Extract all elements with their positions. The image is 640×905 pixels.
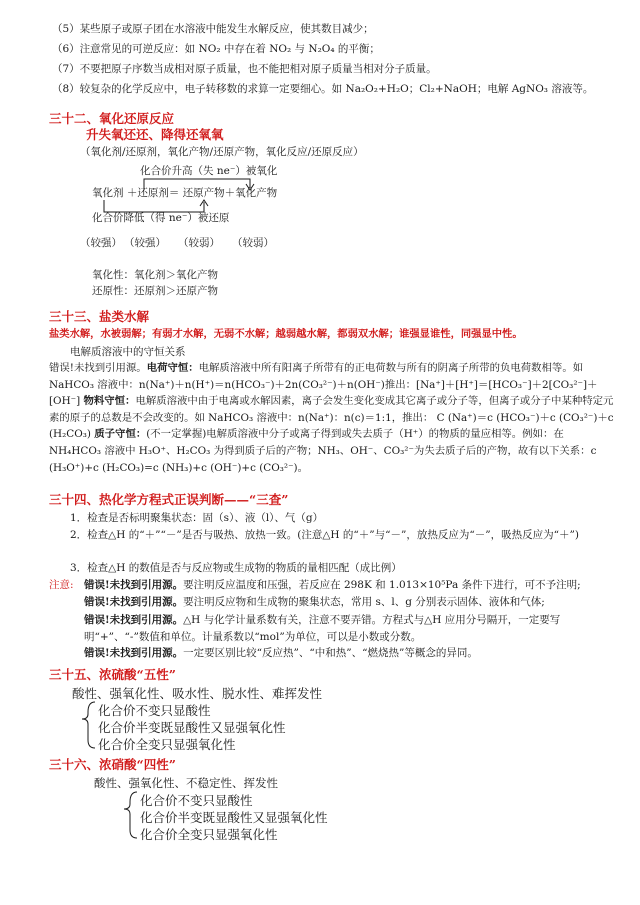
note-3-text: △H 与化学计量系数有关，注意不要弄错。方程式与△H 应用分号隔开，一定要写明“+”、“-”数值和单位。计量系数以“mol”为单位，可以是小数或分数。: [84, 614, 561, 643]
note-1-text: 要注明反应温度和压强，若反应在 298K 和 1.013×10⁵Pa 条件下进行，可不予注明;: [183, 579, 581, 591]
sulfuric-properties: 酸性、强氧化性、吸水性、脱水性、难挥发性: [72, 686, 323, 701]
strength-2: （较强）: [124, 237, 166, 249]
note-4: [84, 646, 478, 660]
check-2: 2．检查△H 的“＋”“－”是否与吸热、放热一致。(注意△H 的“＋”与“－”，放热反应为“－”，吸热反应为“＋”): [70, 529, 579, 541]
reduction-label: 化合价降低（得 ne⁻）被还原: [92, 212, 230, 224]
check-1: 1．检查是否标明聚集状态：固（s）、液（l）、气（g）: [70, 512, 324, 524]
oxidizing-rule: 氧化性：氧化剂＞氧化产物: [92, 269, 218, 281]
conservation-heading: 电解质溶液中的守恒关系: [70, 346, 186, 358]
nitric-brace: [124, 792, 137, 838]
note-3: [84, 612, 619, 645]
note-2: [84, 595, 545, 609]
note-2-text: 要注明反应物和生成物的聚集状态，常用 s、l、g 分别表示固体、液体和气体;: [183, 596, 545, 608]
charge-conservation-text: 电解质溶液中所有阳离子所带有的正电荷数与所有的阴离子所带的负电荷数相等。如 NaHCO₃ 溶液中：n(Na⁺)＋n(H⁺)＝n(HCO₃⁻)＋2n(CO₃²⁻)＋n(OH⁻)推出：[Na⁺]＋[H⁺]＝[HCO₃⁻]＋2[CO₃²⁻]＋[OH⁻]: [49, 362, 598, 408]
proton-conservation-label: 质子守恒：: [94, 428, 147, 441]
note-label: 注意:: [49, 579, 74, 591]
note-1: [84, 578, 581, 592]
conservation-paragraph: [49, 360, 617, 476]
reduction-arrowhead: [200, 200, 208, 206]
section-32-note: （氧化剂/还原剂，氧化产物/还原产物，氧化反应/还原反应）: [80, 146, 364, 158]
sulfuric-brace: [82, 702, 95, 748]
item-8: （8）较复杂的化学反应中，电子转移数的求算一定要细心。如 Na₂O₂+H₂O；Cl₂+NaOH；电解 AgNO₃ 溶液等。: [52, 83, 594, 95]
note-4-text: 一定要区别比较“反应热”、“中和热”、“燃烧热”等概念的异同。: [183, 647, 478, 659]
nitric-properties: 酸性、强氧化性、不稳定性、挥发性: [94, 776, 278, 790]
sulfuric-case-2: 化合价半变既显酸性又显强氧化性: [98, 720, 286, 735]
material-conservation-text: 电解质溶液中由于电离或水解因素，离子会发生变化变成其它离子或分子等，但离子或分子中某种特定元素的原子的总数是不会改变的。如 NaHCO₃ 溶液中：n(Na⁺)：n(c)＝1:1，推出： C (Na⁺)＝c (HCO₃⁻)＋c (CO₃²⁻)＋c (H₂CO₃): [49, 395, 614, 441]
note-1-lead: 错误!未找到引用源。: [84, 579, 184, 591]
sulfuric-case-3: 化合价全变只显强氧化性: [98, 737, 236, 752]
reducing-rule: 还原性：还原剂＞还原产物: [92, 285, 218, 297]
oxidation-label: 化合价升高（失 ne⁻）被氧化: [140, 165, 278, 177]
section-33-title: 三十三、盐类水解: [49, 309, 150, 324]
check-3: 3．检查△H 的数值是否与反应物或生成物的物质的量相匹配（成比例）: [70, 562, 402, 574]
note-2-lead: 错误!未找到引用源。: [84, 596, 184, 608]
item-5: （5）某些原子或原子团在水溶液中能发生水解反应，使其数目减少；: [52, 23, 374, 35]
strength-1: （较强）: [80, 237, 122, 249]
hydrolysis-slogan: 盐类水解，水被弱解；有弱才水解，无弱不水解；越弱越水解，都弱双水解；谁强显谁性，同强显中性。: [49, 328, 523, 340]
charge-conservation-label: 电荷守恒：: [146, 362, 199, 374]
item-7: （7）不要把原子序数当成相对原子质量，也不能把相对原子质量当相对分子质量。: [52, 63, 437, 75]
note-3-lead: 错误!未找到引用源。: [84, 614, 184, 626]
section-32-title: 三十二、氧化还原反应: [49, 111, 175, 126]
section-35-title: 三十五、浓硫酸“五性”: [49, 667, 176, 682]
section-36-title: 三十六、浓硝酸“四性”: [49, 757, 176, 772]
nitric-case-3: 化合价全变只显强氧化性: [140, 827, 278, 842]
redox-equation: 氧化剂 ＋还原剂＝ 还原产物＋氧化产物: [92, 187, 278, 199]
strength-3: （较弱）: [178, 237, 220, 249]
nitric-case-2: 化合价半变既显酸性又显强氧化性: [140, 810, 328, 825]
section-34-title: 三十四、热化学方程式正误判断——“三查”: [49, 492, 289, 507]
section-32-mnemonic: 升失氧还还、降得还氧氧: [86, 127, 224, 142]
nitric-case-1: 化合价不变只显酸性: [140, 793, 253, 808]
material-conservation-label: 物料守恒：: [83, 395, 136, 408]
item-6: （6）注意常见的可逆反应：如 NO₂ 中存在着 NO₂ 与 N₂O₄ 的平衡；: [52, 43, 380, 55]
note-4-lead: 错误!未找到引用源。: [84, 647, 184, 659]
ref-error: 错误!未找到引用源。: [49, 362, 147, 374]
sulfuric-case-1: 化合价不变只显酸性: [98, 703, 211, 718]
strength-4: （较弱）: [232, 237, 274, 249]
proton-conservation-text: (不一定掌握)电解质溶液中分子或离子得到或失去质子（H⁺）的物质的量应相等。例如：在 NH₄HCO₃ 溶液中 H₃O⁺、H₂CO₃ 为得到质子后的产物；NH₃、OH⁻、CO₃²⁻为失去质子后的产物，故有以下关系：c (H₃O⁺)+c (H₂CO₃)=c (NH₃)+c (OH⁻)+c (CO₃²⁻)。: [49, 428, 597, 474]
